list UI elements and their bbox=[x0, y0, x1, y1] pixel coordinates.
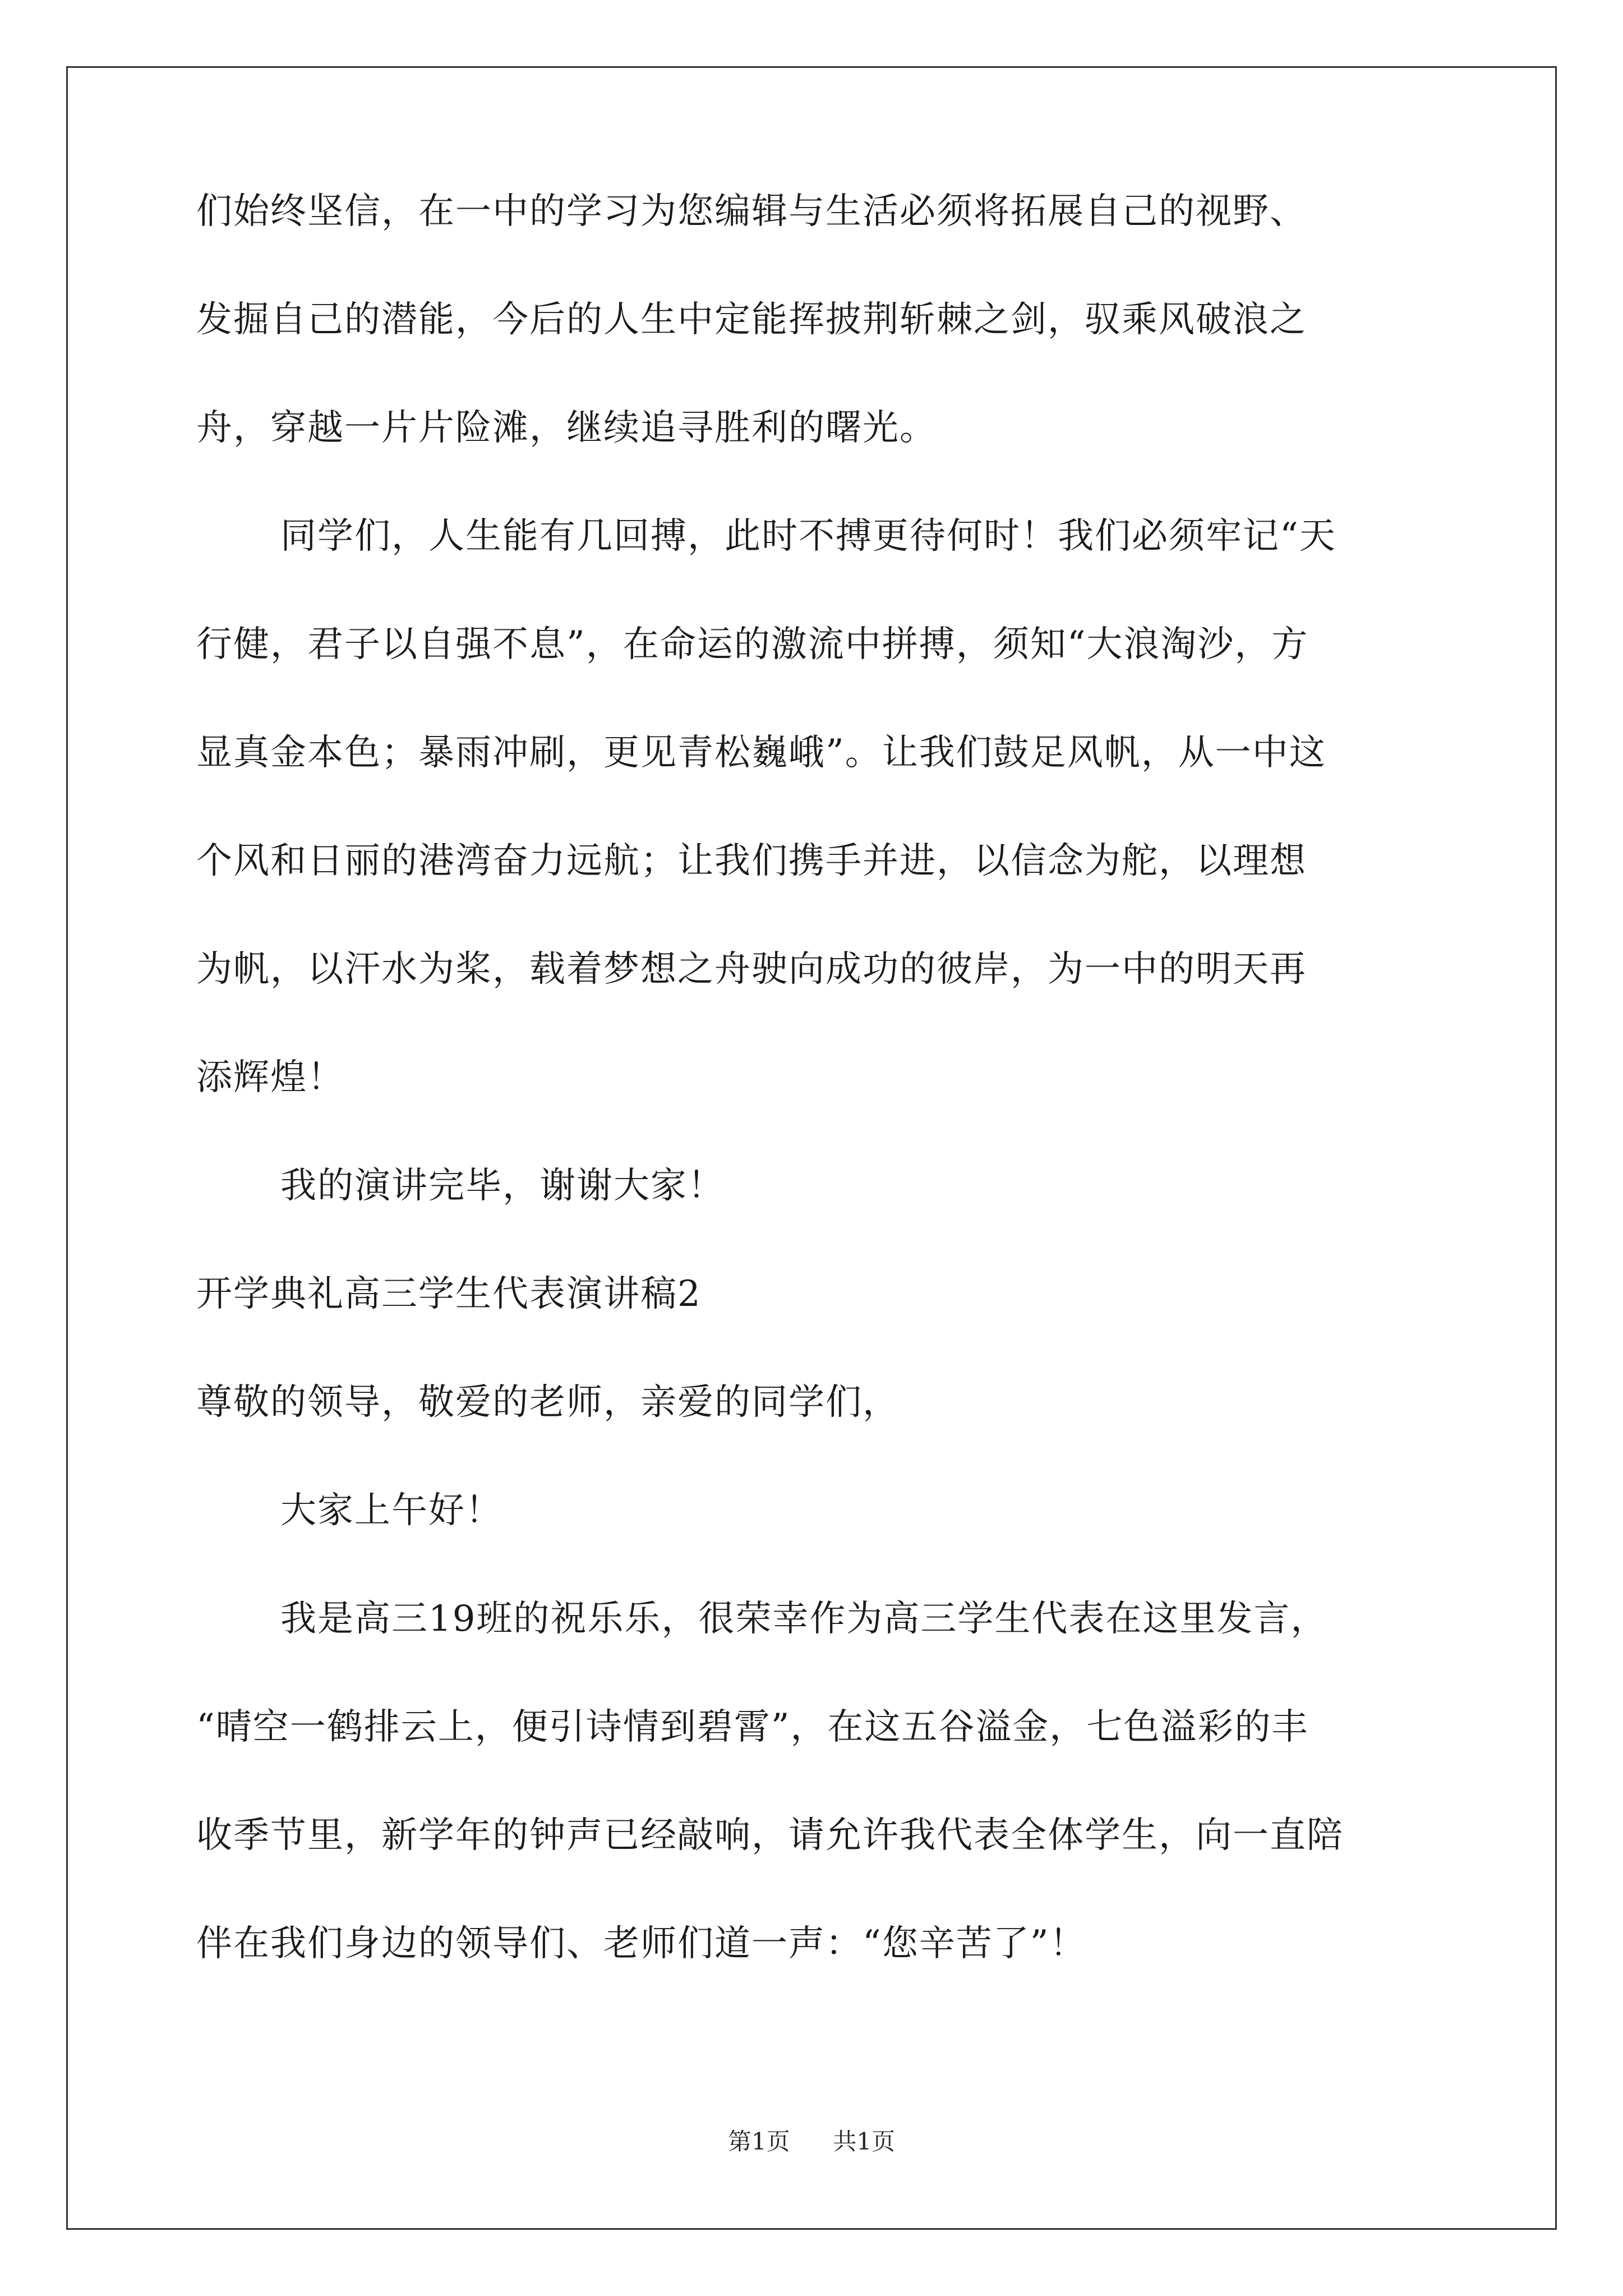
paragraph-line: 行健，君子以自强不息”，在命运的激流中拼搏，须知“大浪淘沙，方 bbox=[196, 624, 1309, 665]
paragraph-line: 收季节里，新学年的钟声已经敲响，请允许我代表全体学生，向一直陪 bbox=[196, 1815, 1344, 1856]
section-title: 开学典礼高三学生代表演讲稿2 bbox=[196, 1273, 702, 1315]
greeting-line: 大家上午好！ bbox=[280, 1490, 502, 1531]
paragraph-line: “晴空一鹤排云上，便引诗情到碧霄”，在这五谷溢金，七色溢彩的丰 bbox=[196, 1706, 1309, 1748]
page-footer bbox=[0, 2123, 1623, 2157]
paragraph-line: 舟，穿越一片片险滩，继续追寻胜利的曙光。 bbox=[196, 407, 937, 449]
paragraph-line: 同学们，人生能有几回搏，此时不搏更待何时！我们必须牢记“天 bbox=[280, 516, 1336, 557]
document-body bbox=[196, 191, 1447, 2034]
salutation-line: 尊敬的领导，敬爱的老师，亲爱的同学们， bbox=[196, 1382, 900, 1423]
page-total: 共1页 bbox=[833, 2128, 896, 2155]
paragraph-line: 们始终坚信，在一中的学习为您编辑与生活必须将拓展自己的视野、 bbox=[196, 191, 1307, 232]
paragraph-line: 发掘自己的潜能，今后的人生中定能挥披荆斩棘之剑，驭乘风破浪之 bbox=[196, 299, 1307, 341]
paragraph-line: 我是高三19班的祝乐乐，很荣幸作为高三学生代表在这里发言， bbox=[280, 1598, 1328, 1640]
closing-line: 我的演讲完毕，谢谢大家！ bbox=[280, 1165, 725, 1207]
paragraph-line: 为帆，以汗水为桨，载着梦想之舟驶向成功的彼岸，为一中的明天再 bbox=[196, 949, 1307, 990]
paragraph-line: 个风和日丽的港湾奋力远航；让我们携手并进，以信念为舵，以理想 bbox=[196, 840, 1307, 882]
paragraph-line: 添辉煌！ bbox=[196, 1057, 344, 1098]
paragraph-line: 伴在我们身边的领导们、老师们道一声：“您辛苦了”！ bbox=[196, 1923, 1087, 1964]
page-number: 第1页 bbox=[727, 2128, 790, 2155]
paragraph-line: 显真金本色；暴雨冲刷，更见青松巍峨”。让我们鼓足风帆，从一中这 bbox=[196, 732, 1326, 774]
